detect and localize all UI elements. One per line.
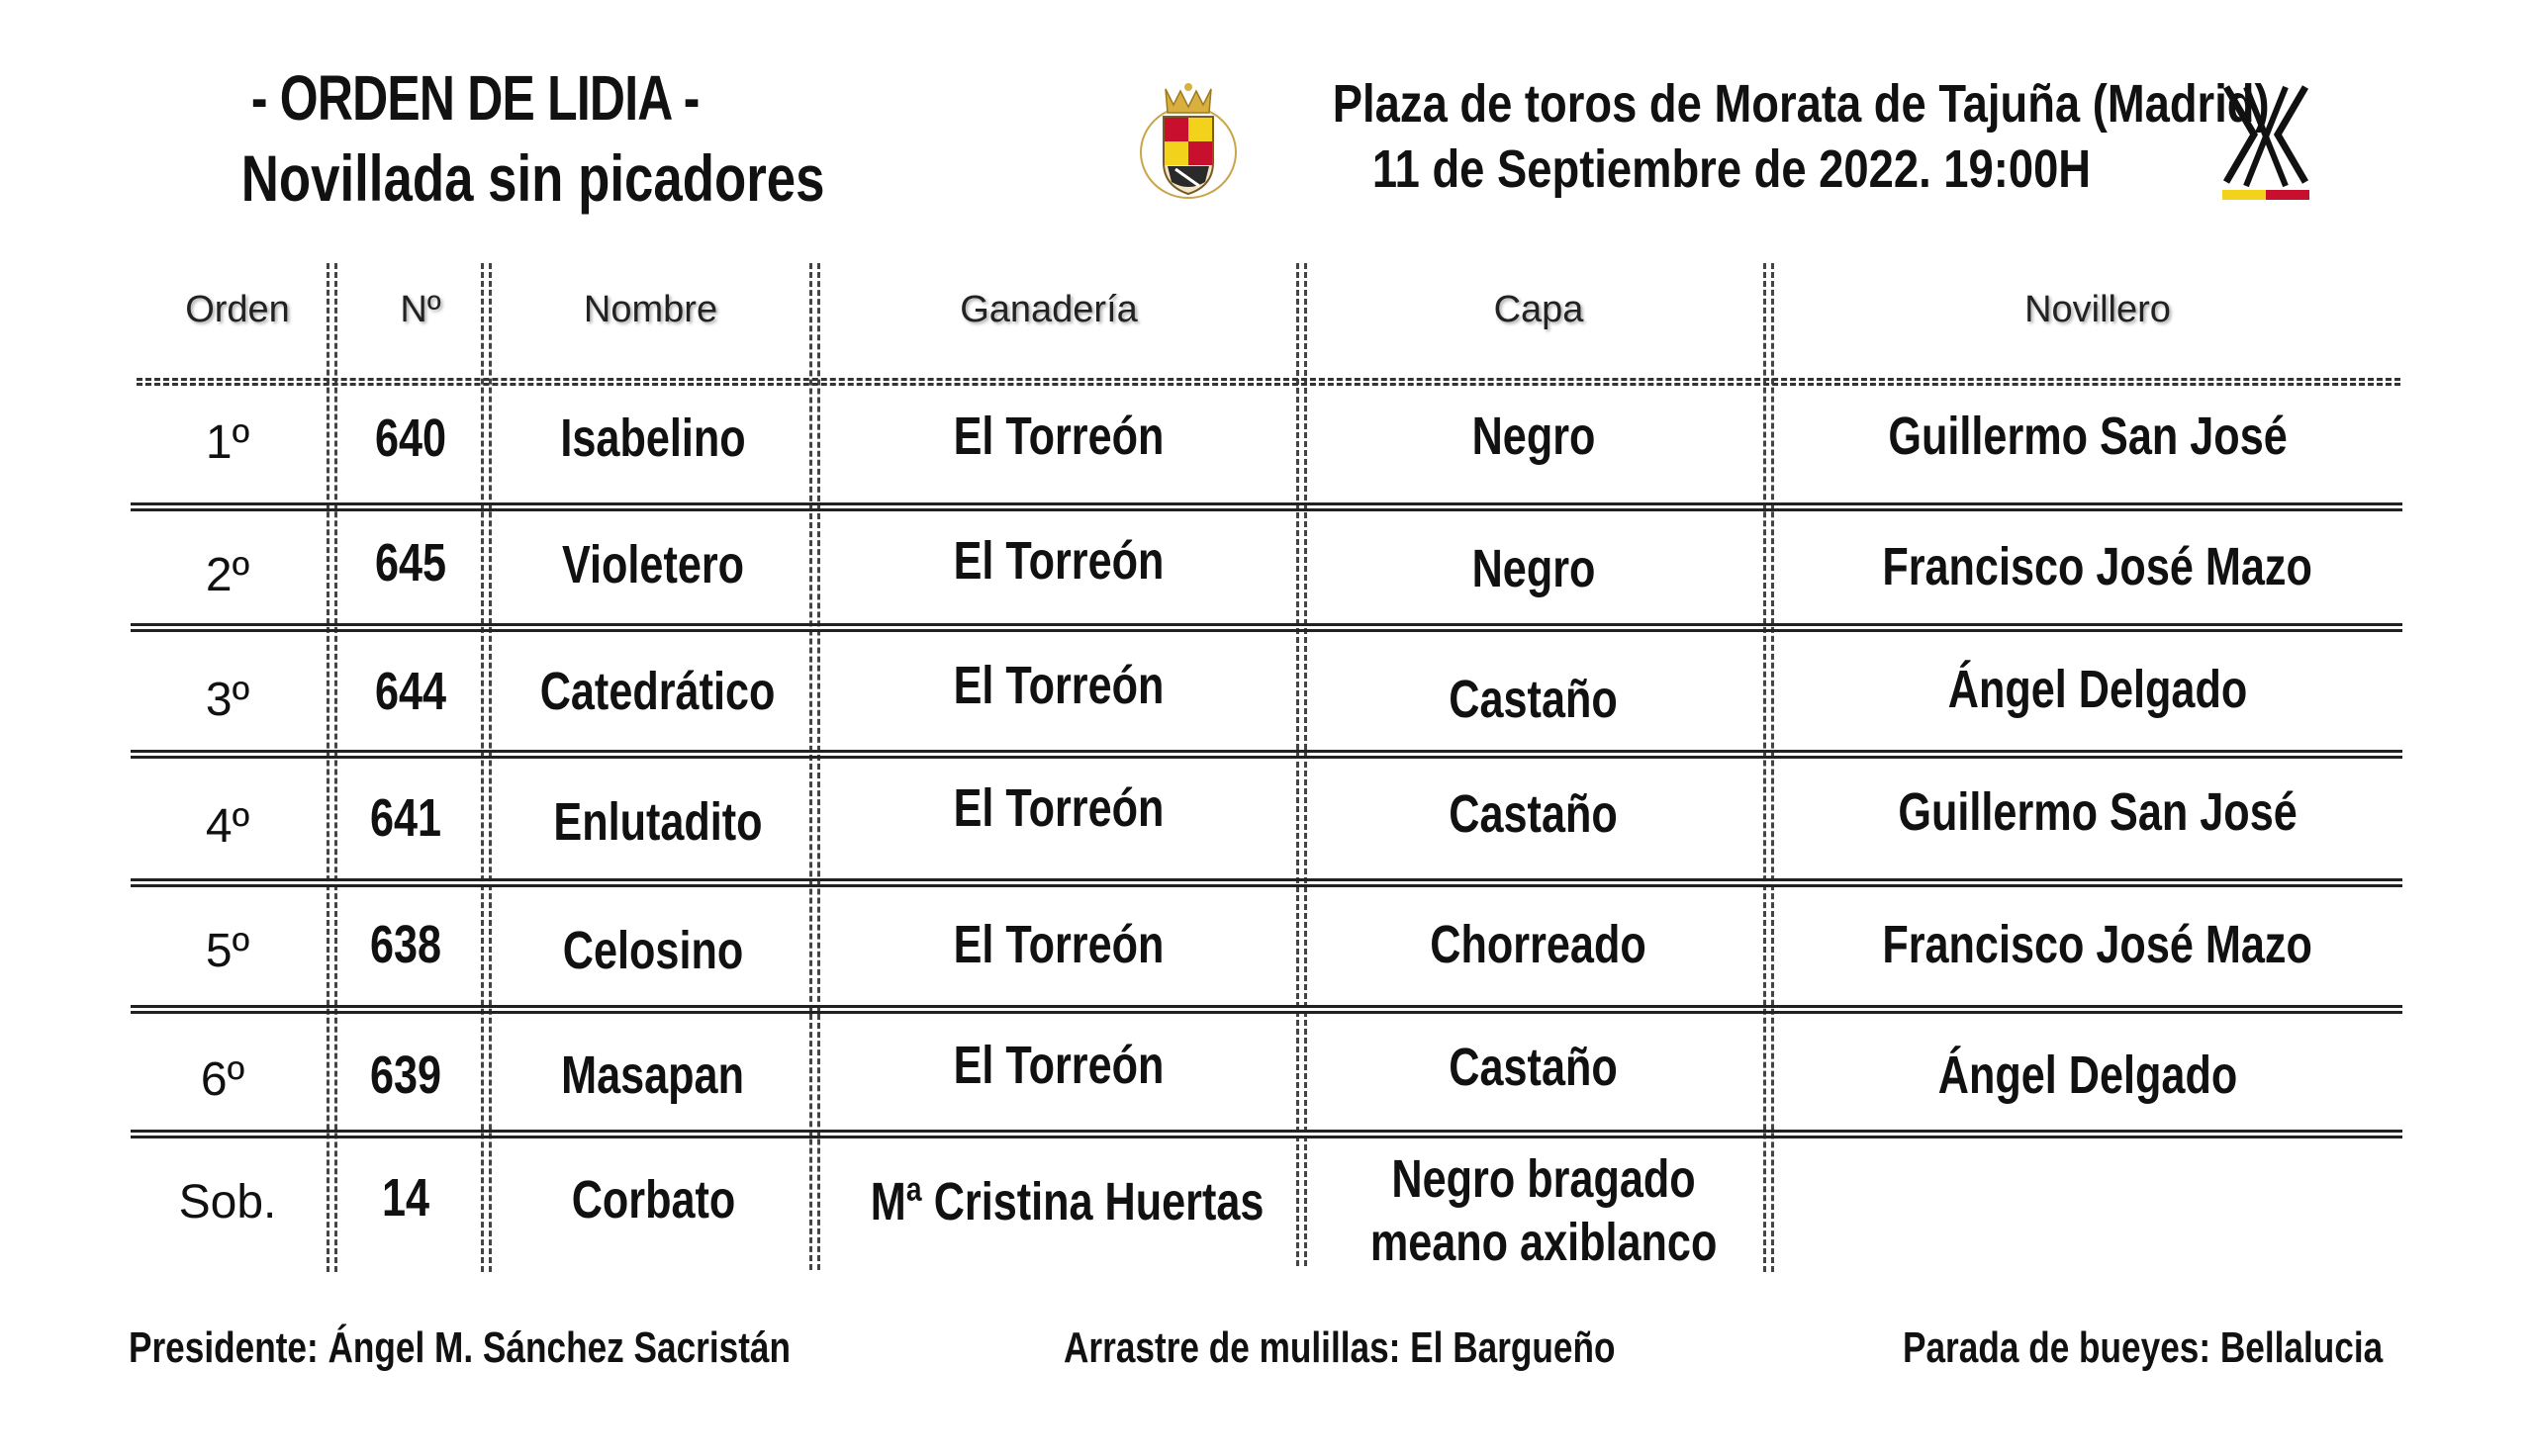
column-divider [1296,263,1299,1266]
row-separator [131,878,2402,887]
footer-presidente: Presidente: Ángel M. Sánchez Sacristán [129,1323,792,1372]
footer-arrastre: Arrastre de mulillas: El Bargueño [1064,1323,1616,1372]
row-nombre: Isabelino [560,409,746,468]
row-num: 645 [374,533,447,592]
row-novillero: Ángel Delgado [1937,1046,2238,1105]
column-header-nombre: Nombre [583,289,718,330]
event-date: 11 de Septiembre de 2022. 19:00H [1371,139,2092,199]
title-block [168,61,825,216]
column-header-ganaderia: Ganadería [960,289,1138,330]
row-orden: 6º [200,1053,245,1106]
page-subtitle: Novillada sin picadores [240,141,825,215]
column-divider [481,263,484,1272]
row-ganaderia: El Torreón [953,531,1165,591]
row-novillero: Ángel Delgado [1947,660,2248,719]
row-capa: Chorreado [1430,915,1647,974]
row-novillero: Guillermo San José [1898,782,2298,842]
header-separator [137,378,2400,386]
row-separator [131,502,2402,511]
column-header-num: Nº [400,289,441,330]
row-ganaderia: El Torreón [953,915,1165,974]
venue-block [1257,71,2270,202]
row-num: 640 [374,409,447,468]
row-capa: Castaño [1449,1038,1619,1097]
row-separator [131,1130,2402,1138]
row-orden: 4º [205,800,250,853]
row-ganaderia: El Torreón [953,656,1165,715]
column-divider [817,263,820,1270]
footer-parada: Parada de bueyes: Bellalucia [1903,1323,2384,1372]
row-separator [131,750,2402,759]
row-capa: Negro [1471,407,1596,466]
column-divider [489,263,492,1272]
column-header-orden: Orden [185,289,290,330]
row-nombre: Masapan [561,1046,745,1105]
row-separator [131,623,2402,632]
column-header-novillero: Novillero [2024,289,2171,330]
row-nombre: Corbato [571,1170,735,1229]
crossed-chevrons-logo-icon [2216,77,2315,204]
row-novillero: Guillermo San José [1888,407,2288,466]
row-num: 639 [369,1046,442,1105]
row-separator [131,1005,2402,1014]
row-nombre: Catedrático [540,662,776,721]
row-novillero: Francisco José Mazo [1882,915,2313,974]
row-num: 638 [369,915,442,974]
row-novillero: Francisco José Mazo [1882,537,2313,596]
column-divider [327,263,329,1272]
column-divider [1763,263,1766,1272]
venue-name: Plaza de toros de Morata de Tajuña (Madrid) [1332,74,2270,134]
page-title: - ORDEN DE LIDIA - [250,62,700,134]
row-nombre: Enlutadito [553,792,763,852]
row-orden: 3º [205,674,250,726]
row-capa-line2: meano axiblanco [1369,1213,1718,1272]
column-header-capa: Capa [1493,289,1584,330]
row-ganaderia: El Torreón [953,1036,1165,1095]
row-capa: Castaño [1449,784,1619,844]
row-capa: Negro [1471,539,1596,598]
row-ganaderia: El Torreón [953,407,1165,466]
row-orden: Sob. [178,1176,277,1228]
row-nombre: Violetero [561,535,745,594]
column-divider [334,263,337,1272]
row-orden: 2º [205,549,250,601]
row-num: 641 [369,788,442,848]
row-ganaderia: El Torreón [953,778,1165,838]
coat-of-arms-icon [1136,77,1241,204]
row-num: 644 [374,662,447,721]
row-capa-line1: Negro bragado [1391,1149,1696,1209]
row-num: 14 [381,1168,430,1228]
row-ganaderia: Mª Cristina Huertas [870,1172,1265,1231]
row-orden: 1º [205,416,250,469]
row-nombre: Celosino [562,921,744,980]
row-orden: 5º [205,925,250,977]
row-capa: Castaño [1449,670,1619,729]
column-divider [1771,263,1774,1272]
